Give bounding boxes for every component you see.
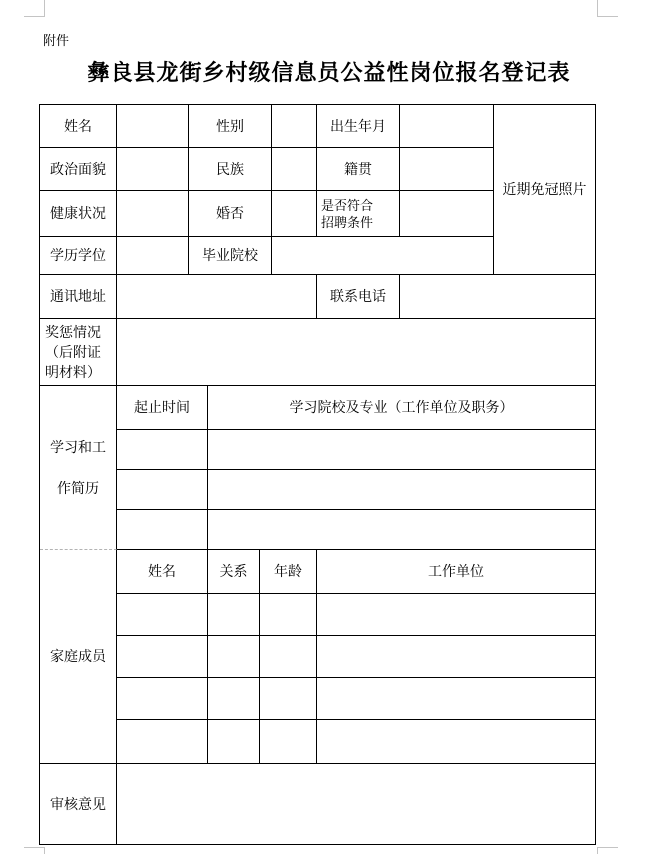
family-row1-name-cell[interactable]	[117, 594, 208, 636]
birth-label: 出生年月	[317, 105, 400, 148]
awards-label-line1: 奖惩情况	[45, 324, 101, 340]
qualify-label	[317, 191, 400, 237]
margin-crop-mark-bottom-right	[597, 847, 618, 854]
marital-value-cell[interactable]	[272, 191, 317, 237]
family-row1-age-cell[interactable]	[260, 594, 317, 636]
family-header-workunit: 工作单位	[317, 550, 596, 594]
native-place-value-cell[interactable]	[400, 148, 494, 191]
family-row4-name-cell[interactable]	[117, 720, 208, 764]
health-value-cell[interactable]	[117, 191, 189, 237]
resume-header-time: 起止时间	[117, 386, 208, 430]
ethnicity-label: 民族	[189, 148, 272, 191]
photo-cell: 近期免冠照片	[494, 105, 596, 275]
name-label: 姓名	[40, 105, 117, 148]
family-section-label: 家庭成员	[40, 550, 117, 764]
resume-header-detail: 学习院校及专业（工作单位及职务）	[208, 386, 596, 430]
margin-crop-mark-top-right	[597, 0, 618, 17]
registration-form-table	[39, 104, 596, 845]
graduate-school-value-cell[interactable]	[272, 237, 494, 275]
awards-value-cell[interactable]	[117, 319, 596, 386]
family-row4-workunit-cell[interactable]	[317, 720, 596, 764]
phone-label: 联系电话	[317, 275, 400, 319]
family-row1-workunit-cell[interactable]	[317, 594, 596, 636]
name-value-cell[interactable]	[117, 105, 189, 148]
marital-label: 婚否	[189, 191, 272, 237]
family-row2-age-cell[interactable]	[260, 636, 317, 678]
review-label: 审核意见	[40, 764, 117, 845]
education-value-cell[interactable]	[117, 237, 189, 275]
family-header-relation: 关系	[208, 550, 260, 594]
family-row1-relation-cell[interactable]	[208, 594, 260, 636]
native-place-label: 籍贯	[317, 148, 400, 191]
family-row3-age-cell[interactable]	[260, 678, 317, 720]
gender-label: 性别	[189, 105, 272, 148]
address-label: 通讯地址	[40, 275, 117, 319]
qualify-label-line2: 招聘条件	[321, 214, 374, 230]
political-status-value-cell[interactable]	[117, 148, 189, 191]
political-status-label: 政治面貌	[40, 148, 117, 191]
awards-label	[40, 319, 117, 386]
family-row2-relation-cell[interactable]	[208, 636, 260, 678]
resume-row1-detail-cell[interactable]	[208, 430, 596, 470]
resume-row2-detail-cell[interactable]	[208, 470, 596, 510]
education-label: 学历学位	[40, 237, 117, 275]
graduate-school-label: 毕业院校	[189, 237, 272, 275]
resume-row3-time-cell[interactable]	[117, 510, 208, 550]
resume-row1-time-cell[interactable]	[117, 430, 208, 470]
resume-row3-detail-cell[interactable]	[208, 510, 596, 550]
family-header-age: 年龄	[260, 550, 317, 594]
address-value-cell[interactable]	[117, 275, 317, 319]
family-row4-relation-cell[interactable]	[208, 720, 260, 764]
ethnicity-value-cell[interactable]	[272, 148, 317, 191]
resume-label-line1: 学习和工	[50, 438, 106, 455]
review-value-cell[interactable]	[117, 764, 596, 845]
health-label: 健康状况	[40, 191, 117, 237]
family-row3-name-cell[interactable]	[117, 678, 208, 720]
resume-section-label	[40, 386, 117, 550]
gender-value-cell[interactable]	[272, 105, 317, 148]
margin-crop-mark-top-left	[24, 0, 45, 17]
qualify-label-line1: 是否符合	[321, 197, 374, 213]
awards-label-line3: 明材料）	[45, 364, 101, 380]
family-row3-relation-cell[interactable]	[208, 678, 260, 720]
awards-label-line2: （后附证	[45, 344, 101, 360]
family-row2-name-cell[interactable]	[117, 636, 208, 678]
family-row4-age-cell[interactable]	[260, 720, 317, 764]
resume-label-line2: 作简历	[57, 479, 99, 496]
family-row2-workunit-cell[interactable]	[317, 636, 596, 678]
phone-value-cell[interactable]	[400, 275, 596, 319]
family-header-name: 姓名	[117, 550, 208, 594]
qualify-value-cell[interactable]	[400, 191, 494, 237]
margin-crop-mark-bottom-left	[24, 847, 45, 854]
attachment-label: 附件	[43, 33, 70, 48]
family-row3-workunit-cell[interactable]	[317, 678, 596, 720]
birth-value-cell[interactable]	[400, 105, 494, 148]
page-title: 彝良县龙街乡村级信息员公益性岗位报名登记表	[87, 60, 571, 85]
resume-row2-time-cell[interactable]	[117, 470, 208, 510]
